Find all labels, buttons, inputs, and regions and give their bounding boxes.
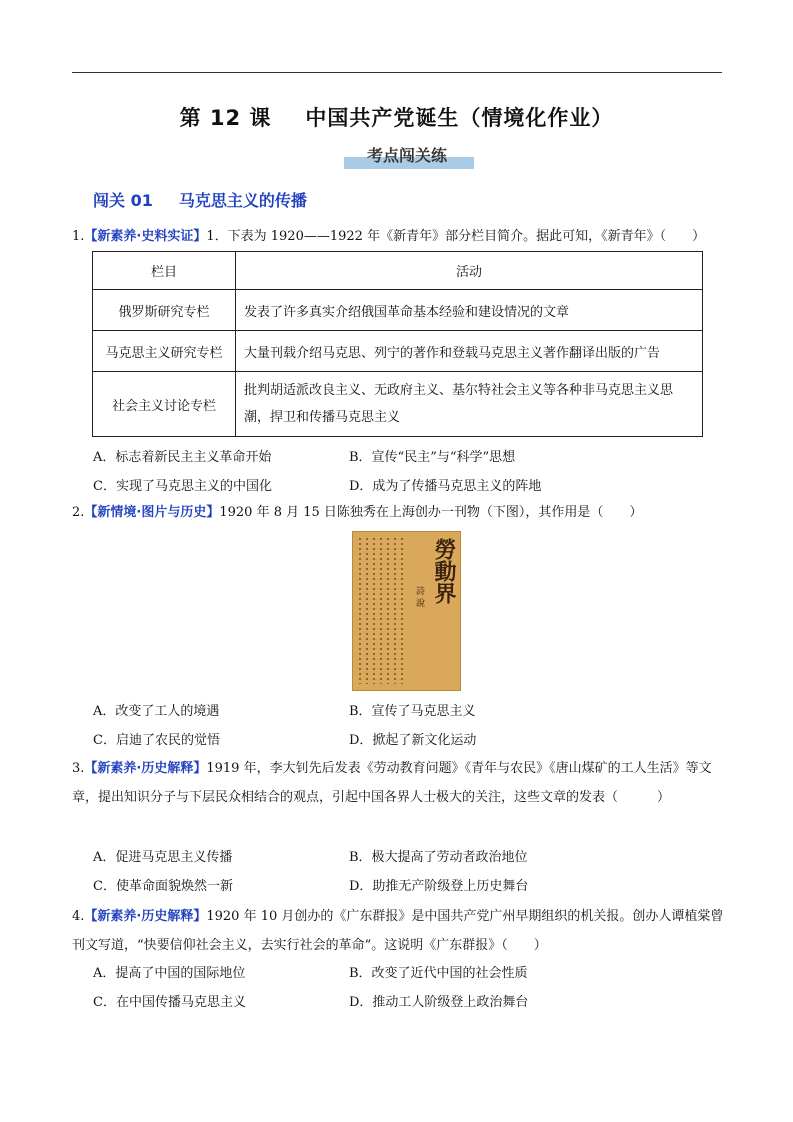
option-b[interactable]: B．改变了近代中国的社会性质 (349, 966, 528, 981)
option-a[interactable]: A．标志着新民主主义革命开始 (93, 450, 272, 465)
question-tag: 【新素养·历史解释】 (84, 909, 207, 924)
text-column (380, 538, 382, 684)
option-c[interactable]: C．启迪了农民的觉悟 (93, 733, 220, 748)
section-heading (93, 188, 307, 211)
text-column (373, 538, 375, 684)
newspaper-masthead: 勞動界 (431, 538, 457, 604)
table-cell: 发表了许多真实介绍俄国革命基本经验和建设情况的文章 (236, 290, 703, 331)
table-header: 栏目 (93, 252, 236, 290)
option-b[interactable]: B．宣传了马克思主义 (349, 704, 476, 719)
option-a[interactable]: A．改变了工人的境遇 (93, 704, 220, 719)
option-a[interactable]: A．提高了中国的国际地位 (93, 966, 246, 981)
section-name: 马克思主义的传播 (178, 191, 307, 210)
question-tag: 【新情境·图片与历史】 (84, 505, 220, 520)
option-d[interactable]: D．掀起了新文化运动 (349, 733, 477, 748)
columns-table (92, 251, 703, 437)
question-number: 2. (72, 505, 85, 520)
question-3 (72, 754, 728, 812)
table-cell: 大量刊载介绍马克思、列宁的著作和登载马克思主义著作翻译出版的广告 (236, 331, 703, 372)
table-row (93, 290, 703, 331)
lesson-title: 中国共产党诞生（情境化作业） (305, 106, 614, 130)
text-column (394, 538, 396, 684)
question-number: 3. (72, 761, 85, 776)
question-number: 1. (72, 229, 85, 244)
option-a[interactable]: A．促进马克思主义传播 (93, 850, 233, 865)
question-stem: 1919 年，李大钊先后发表《劳动教育问题》《青年与农民》《唐山煤矿的工人生活》等文章，提出知识分子与下层民众相结合的观点，引起中国各界人士极大的关注，这些文章的发表（ ） (72, 761, 712, 805)
option-d[interactable]: D．推动工人阶级登上政治舞台 (349, 995, 529, 1010)
badge-label: 考点闯关练 (366, 146, 447, 165)
question-4 (72, 902, 728, 960)
option-c[interactable]: C．使革命面貌焕然一新 (93, 879, 233, 894)
question-tag: 【新素养·史料实证】 (84, 229, 207, 244)
table-cell: 批判胡适派改良主义、无政府主义、基尔特社会主义等各种非马克思主义思潮，捍卫和传播马克思主义 (236, 372, 703, 437)
question-2 (72, 498, 728, 527)
table-row (93, 331, 703, 372)
table-cell: 马克思主义研究专栏 (93, 331, 236, 372)
top-rule (72, 72, 722, 73)
question-tag: 【新素养·历史解释】 (84, 761, 207, 776)
table-cell: 社会主义讨论专栏 (93, 372, 236, 437)
text-column (359, 538, 361, 684)
question-stem: 1920 年 10 月创办的《广东群报》是中国共产党广州早期组织的机关报。创办人谭植棠曾刊文写道，“快要信仰社会主义，去实行社会的革命”。这说明《广东群报》（ ） (72, 909, 724, 953)
option-d[interactable]: D．助推无产阶级登上历史舞台 (349, 879, 529, 894)
option-b[interactable]: B．宣传“民主”与“科学”思想 (349, 450, 516, 465)
lesson-number: 第 12 课 (179, 106, 272, 130)
newspaper-subhead: 詩 說 (414, 586, 424, 607)
question-stem: 1．下表为 1920——1922 年《新青年》部分栏目简介。据此可知，《新青年》（ ） (206, 229, 706, 244)
option-b[interactable]: B．极大提高了劳动者政治地位 (349, 850, 528, 865)
page-title (0, 102, 793, 132)
option-d[interactable]: D．成为了传播马克思主义的阵地 (349, 479, 542, 494)
text-column (387, 538, 389, 684)
text-column (401, 538, 403, 684)
question-stem: 1920 年 8 月 15 日陈独秀在上海创办一刊物（下图），其作用是（ ） (219, 505, 643, 520)
table-row (93, 372, 703, 437)
practice-badge (340, 143, 474, 171)
text-column (366, 538, 368, 684)
section-number: 闯关 01 (93, 191, 153, 210)
question-number: 4. (72, 909, 85, 924)
newspaper-image (352, 531, 461, 691)
option-c[interactable]: C．在中国传播马克思主义 (93, 995, 246, 1010)
table-header-row (93, 252, 703, 290)
table-header: 活动 (236, 252, 703, 290)
question-1 (72, 222, 728, 251)
option-c[interactable]: C．实现了马克思主义的中国化 (93, 479, 272, 494)
table-cell: 俄罗斯研究专栏 (93, 290, 236, 331)
